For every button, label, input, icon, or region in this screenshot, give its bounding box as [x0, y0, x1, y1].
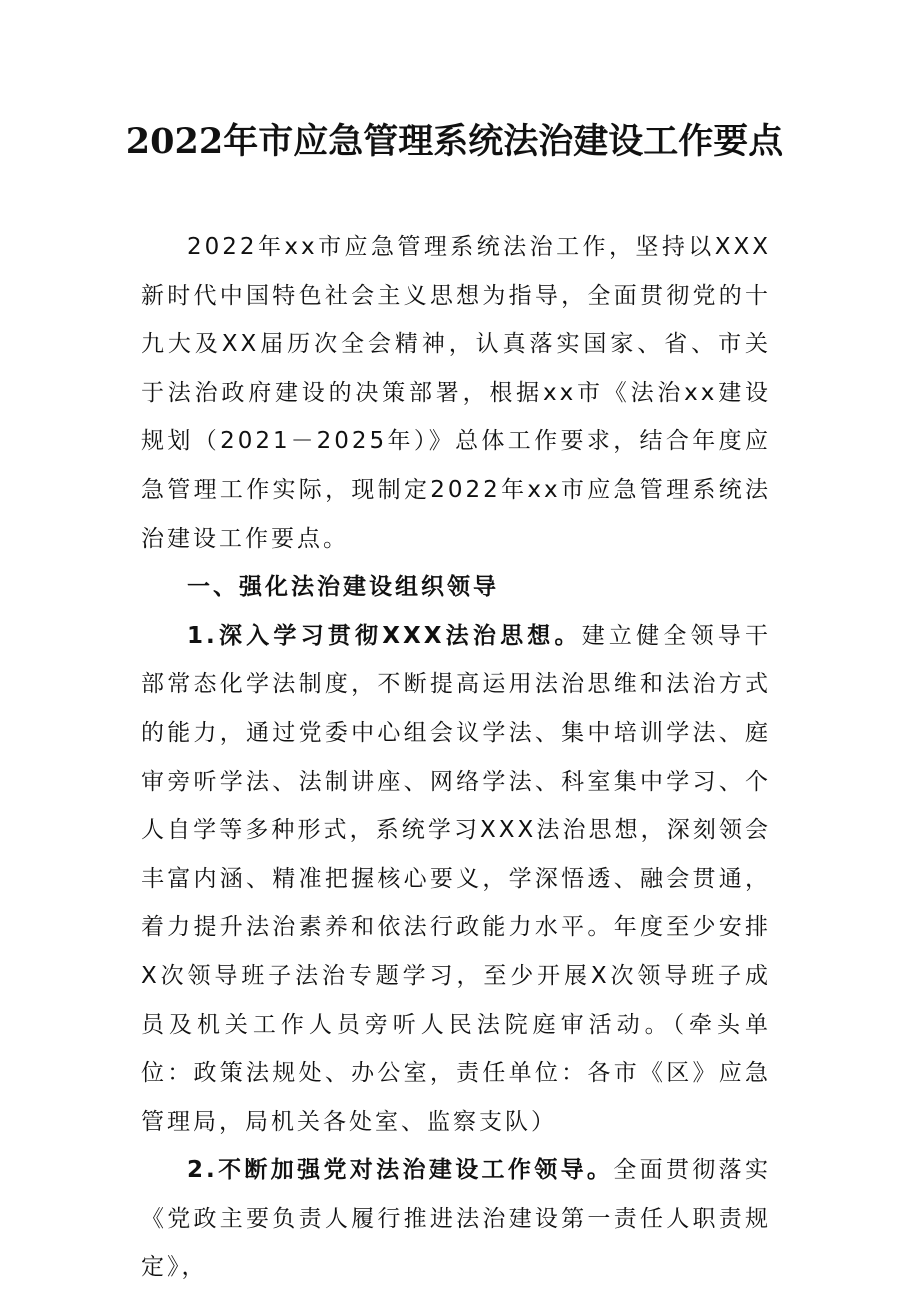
item-2-lead: 2.不断加强党对法治建设工作领导。 — [187, 1157, 614, 1184]
document-title: 2022年市应急管理系统法治建设工作要点 — [125, 121, 784, 162]
section-heading-1: 一、强化法治建设组织领导 — [187, 574, 499, 601]
item-1-body: 建立健全领导干部常态化学法制度，不断提高运用法治思维和法治方式的能力，通过党委中心组会议学法、集中培训学法、庭审旁听学法、法制讲座、网络学法、科室集中学习、个人自学等多种形式，系统学习XXX法治思想，深刻领会丰富内涵、精准把握核心要义，学深悟透、融会贯通，着力提升法治素养和依法行政能力水平。年度至少安排X次领导班子法治专题学习，至少开展X次领导班子成员及机关工作人员旁听人民法院庭审活动。（牵头单位：政策法规处、办公室，责任单位：各市《区》应急管理局，局机关各处室、监察支队） — [141, 622, 771, 1135]
item-2-body: 全面贯彻落实《党政主要负责人履行推进法治建设第一责任人职责规定》， — [141, 1157, 771, 1281]
intro-paragraph: 2022年xx市应急管理系统法治工作，坚持以XXX新时代中国特色社会主义思想为指导，全面贯彻党的十九大及XX届历次全会精神，认真落实国家、省、市关于法治政府建设的决策部署，根据xx市《法治xx建设规划（2021－2025年）》总体工作要求，结合年度应急管理工作实际，现制定2022年xx市应急管理系统法治建设工作要点。 — [141, 234, 771, 552]
document-body — [141, 223, 771, 1292]
item-paragraph-1 — [141, 612, 771, 1147]
item-1-lead: 1.深入学习贯彻XXX法治思想。 — [187, 622, 582, 649]
item-paragraph-2 — [141, 1146, 771, 1292]
